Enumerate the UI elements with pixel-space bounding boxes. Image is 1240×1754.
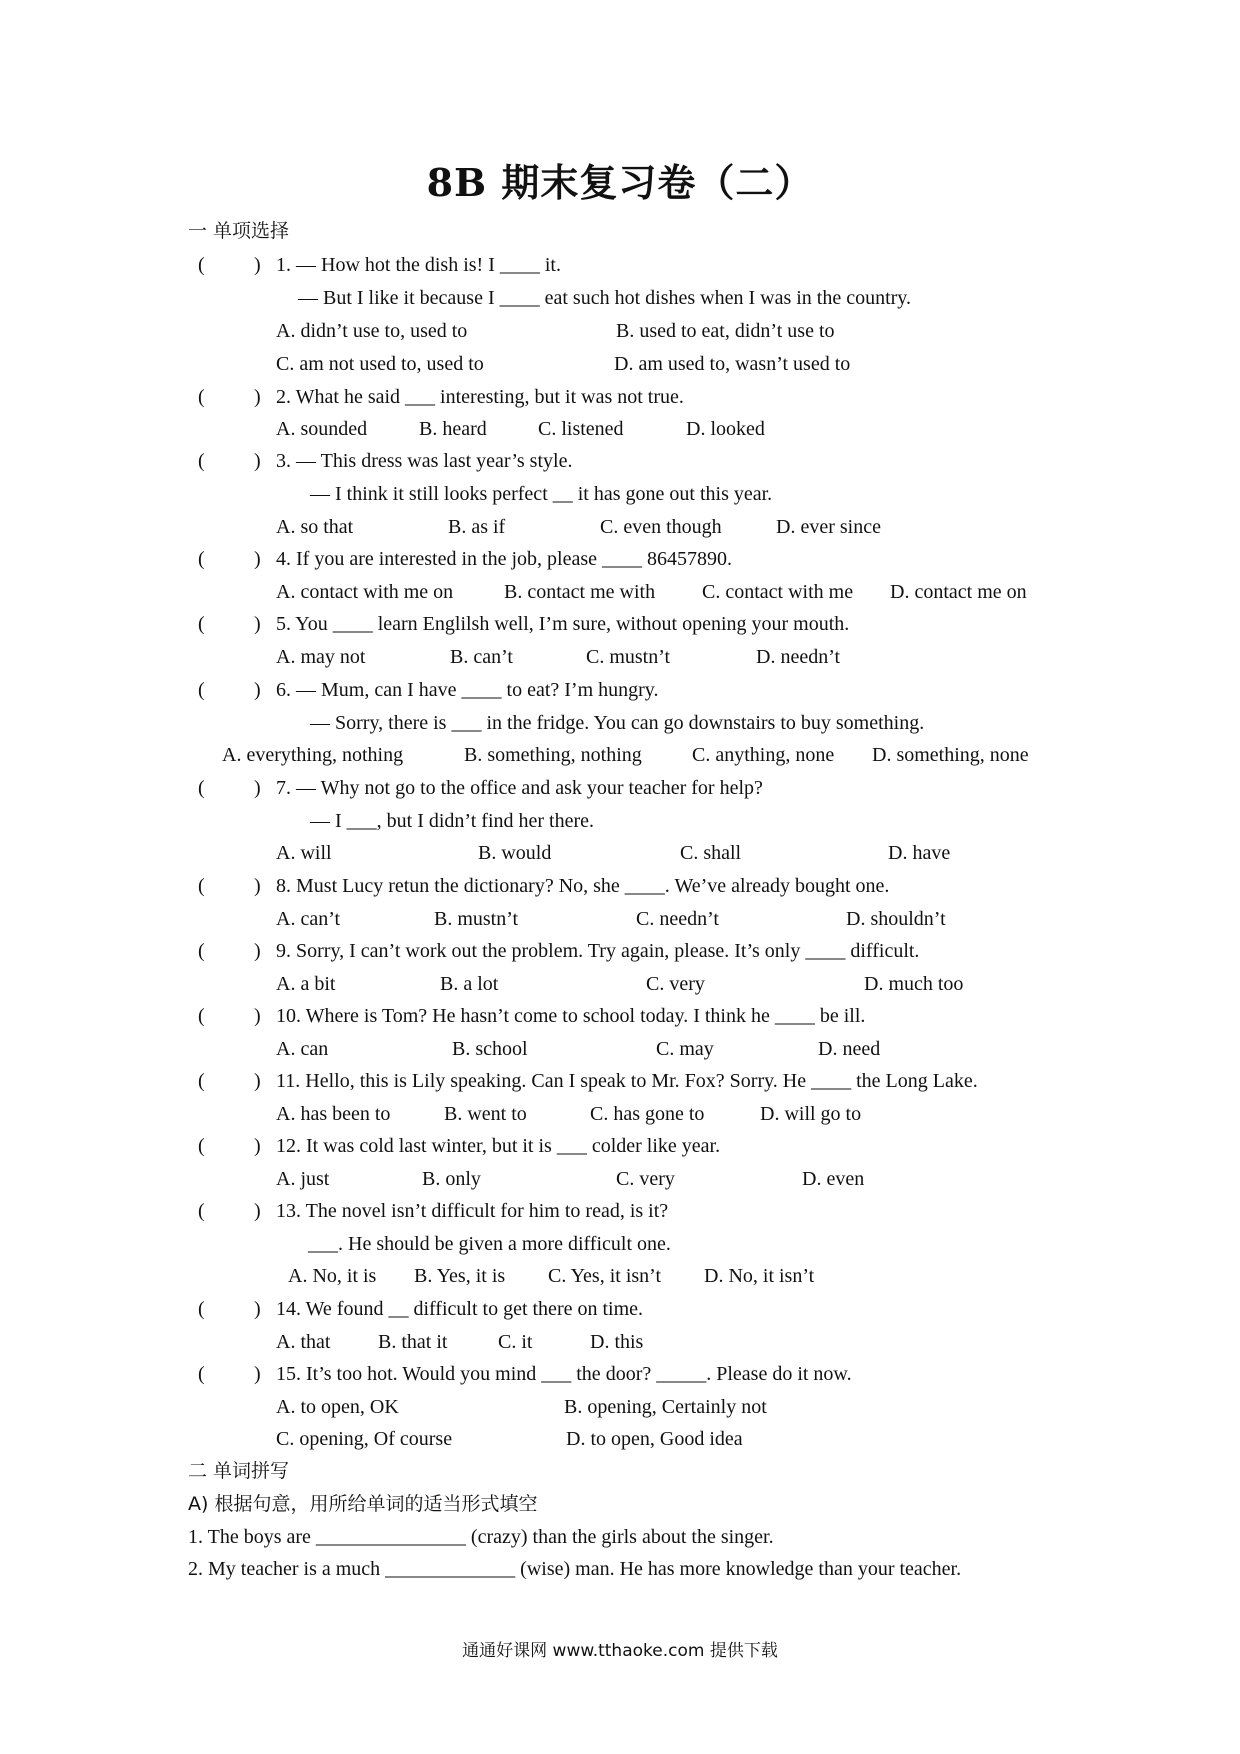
option-b: B. opening, Certainly not — [564, 1396, 767, 1418]
answer-paren-open: ( — [198, 1298, 205, 1320]
option-d: D. much too — [864, 973, 964, 995]
answer-paren-close: ) — [254, 613, 261, 635]
option-b: B. school — [452, 1038, 528, 1060]
question-stem: 15. It’s too hot. Would you mind ___ the door? _____. Please do it now. — [276, 1363, 852, 1385]
answer-paren-close: ) — [254, 1363, 261, 1385]
option-c: C. am not used to, used to — [276, 353, 484, 375]
answer-paren-open: ( — [198, 1200, 205, 1222]
answer-paren-open: ( — [198, 679, 205, 701]
question-stem-line: ___. He should be given a more difficult one. — [308, 1233, 671, 1255]
answer-paren-open: ( — [198, 1363, 205, 1385]
answer-paren-close: ) — [254, 777, 261, 799]
option-c: C. mustn’t — [586, 646, 671, 668]
option-d: D. need — [818, 1038, 881, 1060]
answer-paren-close: ) — [254, 679, 261, 701]
option-d: D. to open, Good idea — [566, 1428, 743, 1450]
option-d: D. this — [590, 1331, 644, 1353]
question-stem: 2. What he said ___ interesting, but it was not true. — [276, 386, 684, 408]
option-a: A. has been to — [276, 1103, 391, 1125]
section-2-subheading: A) 根据句意，用所给单词的适当形式填空 — [188, 1493, 538, 1515]
option-b: B. went to — [444, 1103, 527, 1125]
answer-paren-open: ( — [198, 254, 205, 276]
option-d: D. something, none — [872, 744, 1029, 766]
option-d: D. No, it isn’t — [704, 1265, 815, 1287]
answer-paren-open: ( — [198, 777, 205, 799]
answer-paren-close: ) — [254, 940, 261, 962]
option-b: B. Yes, it is — [414, 1265, 506, 1287]
option-d: D. have — [888, 842, 951, 864]
question-stem-line: — But I like it because I ____ eat such hot dishes when I was in the country. — [298, 287, 912, 309]
option-c: C. opening, Of course — [276, 1428, 453, 1450]
option-b: B. heard — [419, 418, 487, 440]
option-a: A. a bit — [276, 973, 336, 995]
section-2-heading: 二 单词拼写 — [188, 1460, 290, 1482]
question-stem: 14. We found __ difficult to get there on time. — [276, 1298, 644, 1320]
answer-paren-close: ) — [254, 1070, 261, 1092]
option-b: B. that it — [378, 1331, 448, 1353]
option-b: B. a lot — [440, 973, 499, 995]
option-d: D. am used to, wasn’t used to — [614, 353, 851, 375]
question-stem-line: — I think it still looks perfect __ it has gone out this year. — [310, 483, 773, 505]
option-c: C. contact with me — [702, 581, 854, 603]
answer-paren-open: ( — [198, 1135, 205, 1157]
option-c: C. needn’t — [636, 908, 719, 930]
section-1-heading: 一 单项选择 — [188, 220, 290, 242]
option-c: C. even though — [600, 516, 722, 538]
question-stem: 4. If you are interested in the job, please ____ 86457890. — [276, 548, 732, 570]
answer-paren-open: ( — [198, 1070, 205, 1092]
option-c: C. shall — [680, 842, 742, 864]
page-title: 8B 期末复习卷（二） — [426, 160, 814, 205]
option-c: C. very — [616, 1168, 675, 1190]
option-b: B. contact me with — [504, 581, 656, 603]
option-b: B. can’t — [450, 646, 513, 668]
question-stem: 3. — This dress was last year’s style. — [276, 450, 573, 472]
question-stem-line: — I ___, but I didn’t find her there. — [310, 810, 595, 832]
option-a: A. everything, nothing — [222, 744, 404, 766]
option-c: C. it — [498, 1331, 533, 1353]
footer-source: 通通好课网 www.tthaoke.com 提供下载 — [462, 1641, 778, 1661]
option-a: A. No, it is — [288, 1265, 377, 1287]
option-d: D. looked — [686, 418, 765, 440]
answer-paren-open: ( — [198, 613, 205, 635]
question-stem: 5. You ____ learn Englilsh well, I’m sure, without opening your mouth. — [276, 613, 850, 635]
option-d: D. ever since — [776, 516, 881, 538]
answer-paren-open: ( — [198, 548, 205, 570]
answer-paren-open: ( — [198, 386, 205, 408]
question-stem: 10. Where is Tom? He hasn’t come to school today. I think he ____ be ill. — [276, 1005, 866, 1027]
question-stem: 9. Sorry, I can’t work out the problem. Try again, please. It’s only ____ difficult. — [276, 940, 920, 962]
option-a: A. just — [276, 1168, 330, 1190]
option-c: C. may — [656, 1038, 714, 1060]
answer-paren-close: ) — [254, 254, 261, 276]
option-b: B. would — [478, 842, 552, 864]
answer-paren-close: ) — [254, 1200, 261, 1222]
answer-paren-close: ) — [254, 386, 261, 408]
option-b: B. as if — [448, 516, 506, 538]
option-d: D. contact me on — [890, 581, 1027, 603]
option-a: A. may not — [276, 646, 366, 668]
fill-in-item: 2. My teacher is a much _____________ (wise) man. He has more knowledge than your teacher. — [188, 1558, 962, 1580]
answer-paren-open: ( — [198, 1005, 205, 1027]
answer-paren-open: ( — [198, 940, 205, 962]
option-b: B. only — [422, 1168, 481, 1190]
option-b: B. mustn’t — [434, 908, 519, 930]
option-c: C. Yes, it isn’t — [548, 1265, 662, 1287]
option-c: C. has gone to — [590, 1103, 705, 1125]
option-b: B. something, nothing — [464, 744, 642, 766]
option-a: A. sounded — [276, 418, 368, 440]
option-d: D. even — [802, 1168, 865, 1190]
question-stem: 13. The novel isn’t difficult for him to read, is it? — [276, 1200, 669, 1222]
option-a: A. contact with me on — [276, 581, 454, 603]
answer-paren-close: ) — [254, 875, 261, 897]
answer-paren-close: ) — [254, 1005, 261, 1027]
option-a: A. didn’t use to, used to — [276, 320, 468, 342]
option-c: C. very — [646, 973, 705, 995]
question-stem: 1. — How hot the dish is! I ____ it. — [276, 254, 561, 276]
answer-paren-close: ) — [254, 1135, 261, 1157]
question-stem: 6. — Mum, can I have ____ to eat? I’m hungry. — [276, 679, 659, 701]
option-a: A. that — [276, 1331, 331, 1353]
option-b: B. used to eat, didn’t use to — [616, 320, 835, 342]
option-a: A. can — [276, 1038, 329, 1060]
question-stem: 7. — Why not go to the office and ask your teacher for help? — [276, 777, 763, 799]
option-a: A. to open, OK — [276, 1396, 399, 1418]
answer-paren-open: ( — [198, 450, 205, 472]
option-d: D. will go to — [760, 1103, 862, 1125]
answer-paren-close: ) — [254, 1298, 261, 1320]
option-c: C. anything, none — [692, 744, 835, 766]
question-stem: 11. Hello, this is Lily speaking. Can I speak to Mr. Fox? Sorry. He ____ the Long Lake. — [276, 1070, 978, 1092]
answer-paren-close: ) — [254, 450, 261, 472]
answer-paren-open: ( — [198, 875, 205, 897]
question-stem: 12. It was cold last winter, but it is ___ colder like year. — [276, 1135, 721, 1157]
fill-in-item: 1. The boys are _______________ (crazy) than the girls about the singer. — [188, 1526, 774, 1548]
option-a: A. can’t — [276, 908, 341, 930]
question-stem: 8. Must Lucy retun the dictionary? No, she ____. We’ve already bought one. — [276, 875, 890, 897]
answer-paren-close: ) — [254, 548, 261, 570]
option-c: C. listened — [538, 418, 624, 440]
option-d: D. shouldn’t — [846, 908, 946, 930]
option-a: A. so that — [276, 516, 354, 538]
option-a: A. will — [276, 842, 332, 864]
question-stem-line: — Sorry, there is ___ in the fridge. You can go downstairs to buy something. — [310, 712, 925, 734]
option-d: D. needn’t — [756, 646, 841, 668]
